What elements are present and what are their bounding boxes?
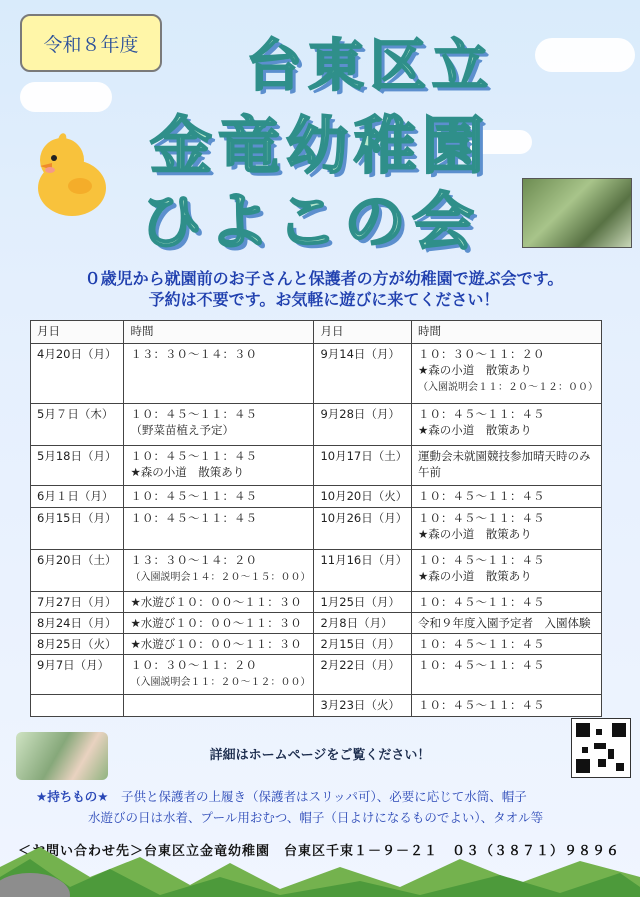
chick-icon	[30, 130, 110, 220]
table-cell: １０：４５～１１：４５	[411, 655, 601, 695]
table-cell: 9月28日（月）	[314, 404, 412, 446]
table-cell	[411, 404, 601, 446]
cell-line: ★森の小道 散策あり	[417, 527, 532, 541]
intro-text	[24, 268, 624, 310]
cell-line: １０：３０～１１：２０	[130, 658, 257, 672]
cell-note: （入園説明会１１：２０～１２：００）	[130, 677, 311, 688]
cell-line: （野菜苗植え予定）	[130, 423, 234, 437]
table-cell: 令和９年度入園予定者 入園体験	[411, 613, 601, 634]
table-cell: １０：４５～１１：４５	[411, 592, 601, 613]
table-cell: 10月26日（月）	[314, 508, 412, 550]
cell-line: ★森の小道 散策あり	[130, 465, 245, 479]
table-cell: 9月7日（月）	[31, 655, 124, 695]
table-header-row	[31, 321, 602, 344]
table-cell	[124, 404, 314, 446]
table-row	[31, 613, 602, 634]
cell-line: １３：３０～１４：２０	[130, 553, 257, 567]
table-cell: 8月25日（火）	[31, 634, 124, 655]
table-cell	[411, 550, 601, 592]
table-cell	[124, 655, 314, 695]
items-to-bring	[36, 786, 626, 828]
table-cell: 7月27日（月）	[31, 592, 124, 613]
intro-line-1: ０歳児から就園前のお子さんと保護者の方が幼稚園で遊ぶ会です。	[84, 269, 564, 288]
cell-line: １０：３０～１１：２０	[417, 347, 545, 361]
table-cell: 2月15日（月）	[314, 634, 412, 655]
cell-line: １０：４５～１１：４５	[130, 449, 257, 463]
col-header-date: 月日	[31, 321, 124, 344]
table-cell: 4月20日（月）	[31, 344, 124, 404]
table-cell: 6月15日（月）	[31, 508, 124, 550]
cell-line: 午前	[417, 465, 441, 479]
table-cell: 3月23日（火）	[314, 695, 412, 717]
cell-note: （入園説明会１１：２０～１２：００）	[417, 382, 598, 393]
table-cell	[124, 550, 314, 592]
table-row	[31, 446, 602, 486]
cell-line: ★森の小道 散策あり	[417, 569, 532, 583]
garden-photo	[522, 178, 632, 248]
contact-info: ＜お問い合わせ先＞台東区立金竜幼稚園 台東区千束１－９－２１ ０３（３８７１）９８９６	[18, 844, 621, 859]
cell-line: １０：４５～１１：４５	[417, 511, 545, 525]
title-line-2: 金竜幼稚園	[149, 109, 490, 182]
table-row	[31, 634, 602, 655]
cell-line: １０：４５～１１：４５	[417, 407, 545, 421]
mountains-decoration	[0, 837, 640, 897]
table-cell	[411, 446, 601, 486]
items-heading: ★持ちもの★	[36, 789, 109, 804]
items-line-1	[36, 786, 626, 807]
cell-note: （入園説明会１４：２０～１５：００）	[130, 572, 311, 583]
table-cell: 5月18日（月）	[31, 446, 124, 486]
table-cell: １３：３０～１４：３０	[124, 344, 314, 404]
qr-code-icon[interactable]	[571, 718, 631, 778]
table-cell: 2月22日（月）	[314, 655, 412, 695]
table-cell: 8月24日（月）	[31, 613, 124, 634]
table-cell: 10月17日（土）	[314, 446, 412, 486]
table-cell: 5月７日（木）	[31, 404, 124, 446]
intro-line-2: 予約は不要です。お気軽に遊びに来てください！	[148, 290, 500, 309]
table-cell: 9月14日（月）	[314, 344, 412, 404]
table-row	[31, 344, 602, 404]
table-cell: 6月20日（土）	[31, 550, 124, 592]
title-line-3: ひよこの会	[139, 185, 480, 258]
table-cell: 11月16日（月）	[314, 550, 412, 592]
table-cell: ★水遊び１０：００～１１：３０	[124, 592, 314, 613]
table-cell: ★水遊び１０：００～１１：３０	[124, 613, 314, 634]
table-cell	[31, 695, 124, 717]
table-cell	[411, 344, 601, 404]
table-cell	[124, 446, 314, 486]
col-header-time: 時間	[124, 321, 314, 344]
table-row	[31, 592, 602, 613]
table-cell	[411, 508, 601, 550]
items-text: 子供と保護者の上履き（保護者はスリッパ可）、必要に応じて水筒、帽子	[120, 789, 527, 804]
table-row	[31, 695, 602, 717]
cell-line: 運動会未就園競技参加晴天時のみ	[417, 449, 591, 463]
table-cell: 1月25日（月）	[314, 592, 412, 613]
table-cell: １０：４５～１１：４５	[124, 508, 314, 550]
table-cell: １０：４５～１１：４５	[411, 695, 601, 717]
table-cell: １０：４５～１１：４５	[124, 486, 314, 508]
col-header-time: 時間	[411, 321, 601, 344]
table-cell: 10月20日（火）	[314, 486, 412, 508]
table-row	[31, 655, 602, 695]
cell-line: １０：４５～１１：４５	[417, 553, 545, 567]
table-cell: ★水遊び１０：００～１１：３０	[124, 634, 314, 655]
col-header-date: 月日	[314, 321, 412, 344]
table-cell: １０：４５～１１：４５	[411, 634, 601, 655]
table-row	[31, 404, 602, 446]
schedule-table	[30, 320, 602, 717]
table-cell: １０：４５～１１：４５	[411, 486, 601, 508]
items-line-2: 水遊びの日は水着、プール用おむつ、帽子（日よけになるものでよい）、タオル等	[88, 810, 544, 825]
cell-line: ★森の小道 散策あり	[417, 423, 532, 437]
cell-line: １０：４５～１１：４５	[130, 407, 257, 421]
table-cell: 6月１日（月）	[31, 486, 124, 508]
title-line-1: 台東区立	[246, 34, 494, 99]
table-row	[31, 508, 602, 550]
homepage-note: 詳細はホームページをご覧ください！	[209, 748, 431, 763]
table-cell: 2月8日（月）	[314, 613, 412, 634]
table-cell	[124, 695, 314, 717]
table-row	[31, 486, 602, 508]
table-row	[31, 550, 602, 592]
cell-line: ★森の小道 散策あり	[417, 363, 532, 377]
year-badge: 令和８年度	[20, 14, 162, 72]
